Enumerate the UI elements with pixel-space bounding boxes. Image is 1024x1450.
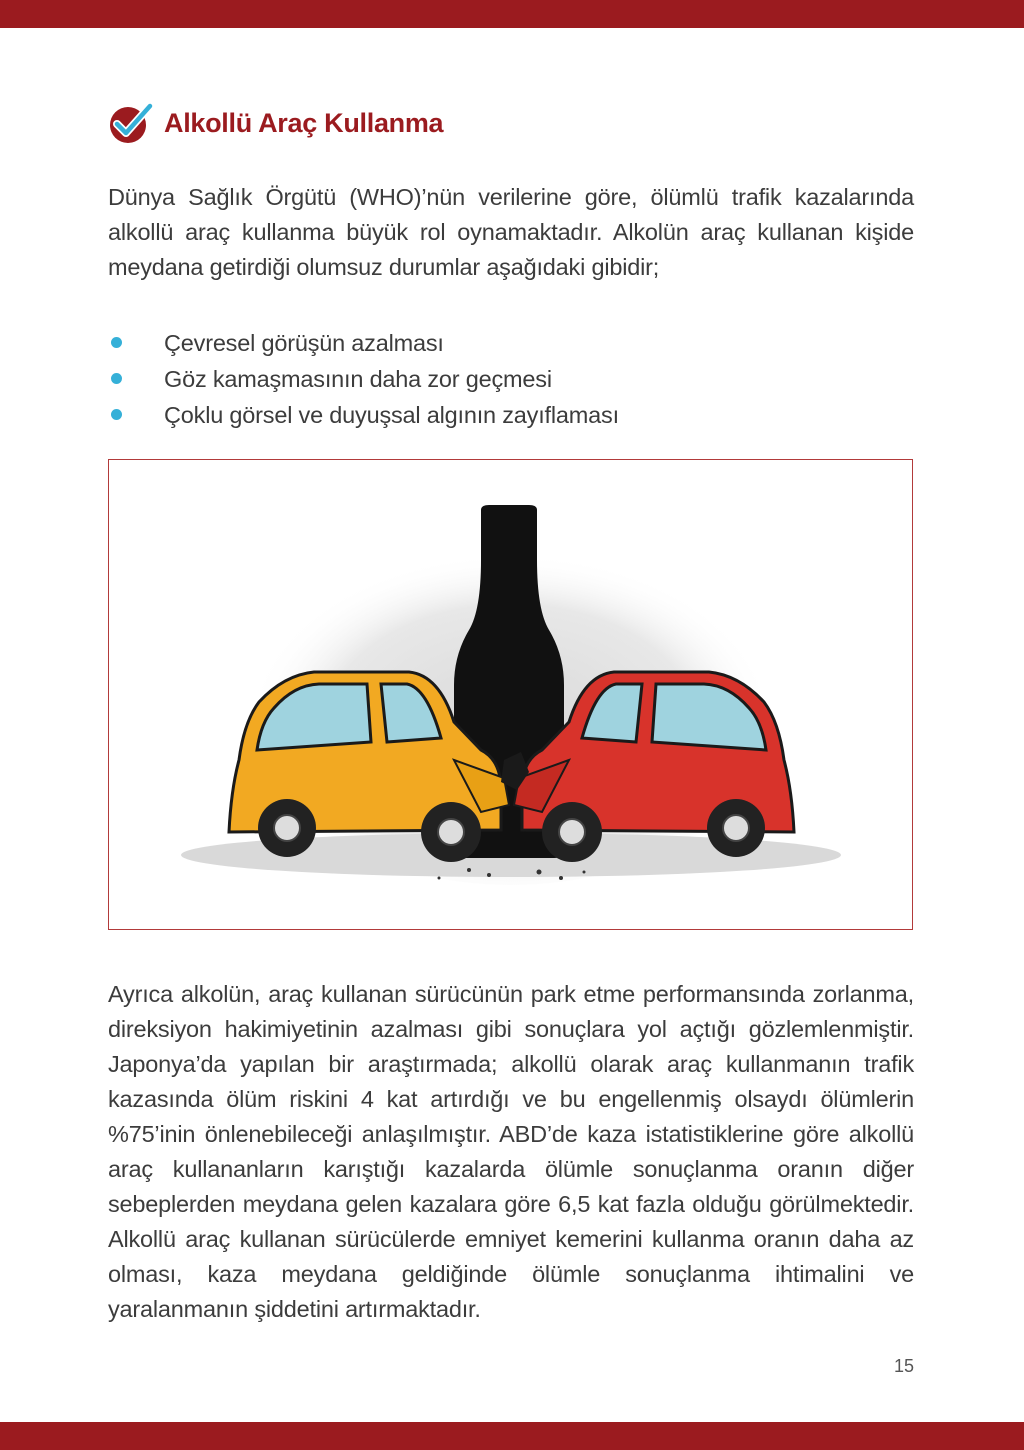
page-number: 15 [893,1356,914,1376]
bottom-accent-bar [0,1422,1024,1450]
checkmark-icon [108,100,154,146]
list-item [108,361,914,397]
list-item-text: Çevresel görüşün azalması [164,330,444,356]
illustration-frame [108,459,913,930]
top-accent-bar [0,0,1024,28]
list-item-text: Göz kamaşmasının daha zor geçmesi [164,366,552,392]
list-item [108,325,914,361]
list-item-text: Çoklu görsel ve duyuşsal algının zayıflaması [164,402,619,428]
list-item [108,397,914,433]
page-title: Alkollü Araç Kullanma [164,107,444,138]
bullet-dot-icon [111,373,122,384]
body-paragraph: Ayrıca alkolün, araç kullanan sürücünün park etme performansında zorlanma, direksiyon hakimiyetinin azalması gibi sonuçlara yol açtığı gözlemlenmiştir. Japonya’da yapılan bir araştırmada; alkollü olarak araç kullanmanın trafik kazasında ölüm riskini 4 kat artırdığı ve bu engellenmiş olsaydı ölümlerin %75’inin önlenebileceği anlaşılmıştır. ABD’de kaza istatistiklerine göre alkollü araç kullananların karıştığı kazalarda ölümle sonuçlanma oranın diğer sebeplerden meydana gelen kazalara göre 6,5 kat fazla olduğu görülmektedir. Alkollü araç kullanan sürücülerde emniyet kemerini kullanma oranın daha az olması, kaza meydana geldiğinde ölümle sonuçlanma ihtimalini ve yaralanmanın şiddetini artırmaktadır. [108,981,914,1322]
section-heading [108,100,443,146]
bullet-dot-icon [111,337,122,348]
bullet-dot-icon [111,409,122,420]
bullet-list [108,325,914,433]
car-crash-with-bottle-illustration [109,460,914,931]
intro-paragraph: Dünya Sağlık Örgütü (WHO)’nün verilerine göre, ölümlü trafik kazalarında alkollü araç kullanma büyük rol oynamaktadır. Alkolün araç kullanan kişide meydana getirdiği olumsuz durumlar aşağıdaki gibidir; [108,184,914,280]
